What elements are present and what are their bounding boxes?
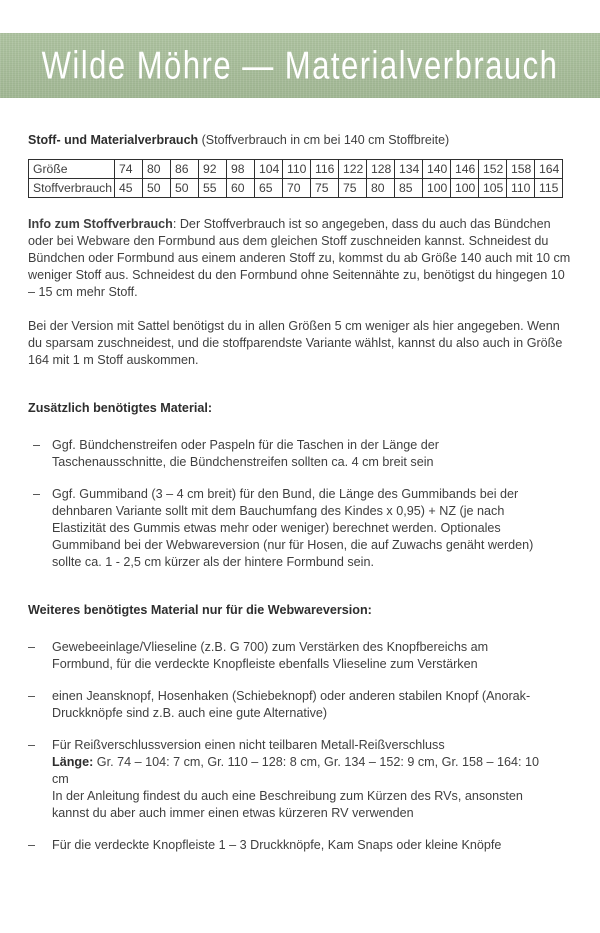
list-item-text-zipper [52,737,572,822]
size-cell: 104 [255,160,283,179]
list-item [28,837,572,854]
page [0,33,600,933]
section-heading-additional-material: Zusätzlich benötigtes Material: [28,401,213,415]
value-cell: 105 [479,179,507,198]
zipper-line3: In der Anleitung findest du auch eine Beschreibung zum Kürzen des RVs, ansonsten kannst du aber auch immer einen etwas kürzeren RV verwenden [52,789,523,820]
list-item [28,737,572,822]
size-cell: 146 [451,160,479,179]
content [0,132,600,854]
value-cell: 80 [367,179,395,198]
value-cell: 100 [423,179,451,198]
header-band [0,33,600,98]
value-cell: 65 [255,179,283,198]
value-cell: 70 [283,179,311,198]
info-paragraph-text: : Der Stoffverbrauch ist so angegeben, dass du auch das Bündchen oder bei Webware den Formbund aus dem gleichen Stoff zuschneiden kannst. Schneidest du Bündchen oder Formbund aus einem anderen Stoff zu, kommst du ab Größe 140 auch mit 10 cm weniger Stoff aus. Schneidest du den Formbund ohne Seitennähte zu, benötigst du hingegen 10 – 15 cm mehr Stoff. [28,217,571,299]
section-heading-webware-material: Weiteres benötigtes Material nur für die Webwareversion: [28,603,372,617]
zipper-line1: Für Reißverschlussversion einen nicht teilbaren Metall-Reißverschluss [52,738,445,752]
bullet-dash: – [28,838,36,852]
size-cell: 110 [283,160,311,179]
webware-material-list [28,639,572,854]
size-cell: 128 [367,160,395,179]
zipper-length-text: Gr. 74 – 104: 7 cm, Gr. 110 – 128: 8 cm, Gr. 134 – 152: 9 cm, Gr. 158 – 164: 10 cm [52,755,539,786]
table-caption-rest: (Stoffverbrauch in cm bei 140 cm Stoffbreite) [198,133,450,147]
table-caption-bold: Stoff- und Materialverbrauch [28,133,199,147]
bullet-dash: – [28,738,36,752]
info-paragraph [28,216,572,301]
bullet-dash: – [33,487,41,501]
size-cell: 80 [143,160,171,179]
size-cell: 134 [395,160,423,179]
value-cell: 75 [339,179,367,198]
sattel-paragraph: Bei der Version mit Sattel benötigst du in allen Größen 5 cm weniger als hier angegeben. Wenn du sparsam zuschneidest, und die stoffparendste Variante wählst, kannst du also auch in Größe 164 mit 1 m Stoff auskommen. [28,319,563,367]
list-item-text: Ggf. Gummiband (3 – 4 cm breit) für den Bund, die Länge des Gummibands bei der dehnbaren Variante sollt mit dem Bauchumfang des Kindes x 0,95) + NZ (je nach Elastizität des Gummis etwas mehr oder weniger) berechnet werden. Optionales Gummiband bei der Webwareversion (nur für Hosen, die auf Zuwachs genäht werden) sollte ca. 1 - 2,5 cm kürzer als der hintere Formbund sein. [52,487,534,569]
value-cell: 50 [171,179,199,198]
material-table [28,159,563,198]
size-cell: 116 [311,160,339,179]
value-cell: 55 [199,179,227,198]
size-cell: 140 [423,160,451,179]
table-row-sizes [29,160,563,179]
value-cell: 115 [535,179,563,198]
value-cell: 60 [227,179,255,198]
page-title: Wilde Möhre — Materialverbrauch [41,43,559,87]
info-paragraph-lead: Info zum Stoffverbrauch [28,217,173,231]
size-cell: 74 [115,160,143,179]
values-row-label: Stoffverbrauch [29,179,115,198]
size-cell: 122 [339,160,367,179]
size-cell: 86 [171,160,199,179]
value-cell: 50 [143,179,171,198]
size-cell: 158 [507,160,535,179]
table-caption [28,132,572,148]
list-item [28,437,572,471]
list-item-text: einen Jeansknopf, Hosenhaken (Schiebeknopf) oder anderen stabilen Knopf (Anorak-Druckknöpfe sind z.B. auch eine gute Alternative) [52,689,531,720]
table-row-values [29,179,563,198]
list-item [28,639,572,673]
value-cell: 110 [507,179,535,198]
value-cell: 75 [311,179,339,198]
sizes-row-label: Größe [29,160,115,179]
bullet-dash: – [28,689,36,703]
list-item-text: Für die verdeckte Knopfleiste 1 – 3 Druckknöpfe, Kam Snaps oder kleine Knöpfe [52,838,502,852]
list-item [28,688,572,722]
size-cell: 98 [227,160,255,179]
additional-material-list [28,437,572,571]
size-cell: 152 [479,160,507,179]
value-cell: 100 [451,179,479,198]
bullet-dash: – [28,640,36,654]
list-item-text: Gewebeeinlage/Vlieseline (z.B. G 700) zum Verstärken des Knopfbereichs am Formbund, für die verdeckte Knopfleiste ebenfalls Vlieseline zum Verstärken [52,640,489,671]
value-cell: 85 [395,179,423,198]
bullet-dash: – [33,438,41,452]
size-cell: 92 [199,160,227,179]
size-cell: 164 [535,160,563,179]
value-cell: 45 [115,179,143,198]
list-item-text: Ggf. Bündchenstreifen oder Paspeln für die Taschen in der Länge der Taschenausschnitte, die Bündchenstreifen sollten ca. 4 cm breit sein [52,438,439,469]
zipper-length-label: Länge: [52,755,94,769]
list-item [28,486,572,571]
